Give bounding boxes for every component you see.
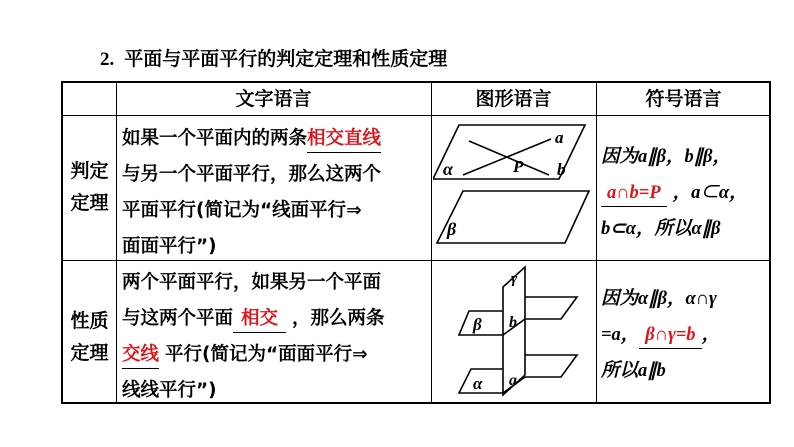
text-line: 与另一个平面平行，那么这两个 <box>122 164 382 185</box>
judgment-text <box>122 121 387 265</box>
label-beta: β <box>473 315 482 334</box>
blank-answer: a∩b=P <box>601 180 667 207</box>
table-divider <box>596 83 597 402</box>
row-label-line: 性质 <box>70 310 109 332</box>
text-line: 与这两个平面 相交 ，那么两条 <box>122 301 385 337</box>
plane-beta <box>437 191 589 243</box>
label-alpha: α <box>473 374 483 393</box>
label-beta: β <box>447 219 457 239</box>
property-figure <box>453 263 583 403</box>
header-symbol-language: 符号语言 <box>645 88 722 110</box>
text-line: 线线平行”) <box>122 380 217 401</box>
label-b: b <box>557 160 566 179</box>
plane-alpha <box>525 355 577 377</box>
symbol-line: 所以a∥b <box>601 361 666 381</box>
text-line: 如果一个平面内的两条相交直线 <box>122 121 387 157</box>
text-line: 两个平面平行，如果另一个平面 <box>122 272 382 293</box>
header-figure-language: 图形语言 <box>475 88 552 110</box>
judgment-symbols <box>601 139 748 247</box>
blank-answer: 相交 <box>233 306 286 333</box>
blank-answer: 相交直线 <box>307 126 381 153</box>
symbol-line: =a， β∩γ=b ， <box>601 317 720 353</box>
theorem-table <box>61 81 771 404</box>
row-label-line: 定理 <box>70 192 109 214</box>
line-b <box>469 141 549 175</box>
row-label-judgment <box>63 155 116 219</box>
table-divider <box>116 83 117 402</box>
property-text <box>122 265 385 409</box>
section-heading <box>100 44 447 71</box>
text-line: 交线 平行(简记为“面面平行⇒ <box>122 337 385 373</box>
blank-answer: β∩γ=b <box>639 322 701 349</box>
table-divider <box>431 83 432 402</box>
label-b: b <box>509 314 517 331</box>
label-a: a <box>555 128 564 147</box>
label-gamma: γ <box>511 271 518 287</box>
judgment-figure <box>433 117 595 259</box>
property-symbols <box>601 281 720 389</box>
text-line: 平面平行(简记为“线面平行⇒ <box>122 200 362 221</box>
label-alpha: α <box>443 159 453 179</box>
label-a: a <box>509 372 517 389</box>
row-label-line: 定理 <box>70 342 109 364</box>
symbol-line: b⊂α，所以α∥β <box>601 219 721 239</box>
text-line: 面面平行”) <box>122 236 217 257</box>
header-text-language: 文字语言 <box>235 88 312 110</box>
blank-answer: 交线 <box>122 342 159 369</box>
plane-beta <box>525 297 577 319</box>
symbol-line: a∩b=P ，a⊂α， <box>601 175 748 211</box>
row-label-property <box>63 305 116 369</box>
section-title: 平面与平面平行的判定定理和性质定理 <box>124 48 448 70</box>
row-label-line: 判定 <box>70 160 109 182</box>
section-number: 2. <box>100 49 115 70</box>
label-P: P <box>513 157 524 176</box>
symbol-line: 因为α∥β，α∩γ <box>601 289 717 309</box>
symbol-line: 因为a∥β，b∥β， <box>601 147 731 167</box>
